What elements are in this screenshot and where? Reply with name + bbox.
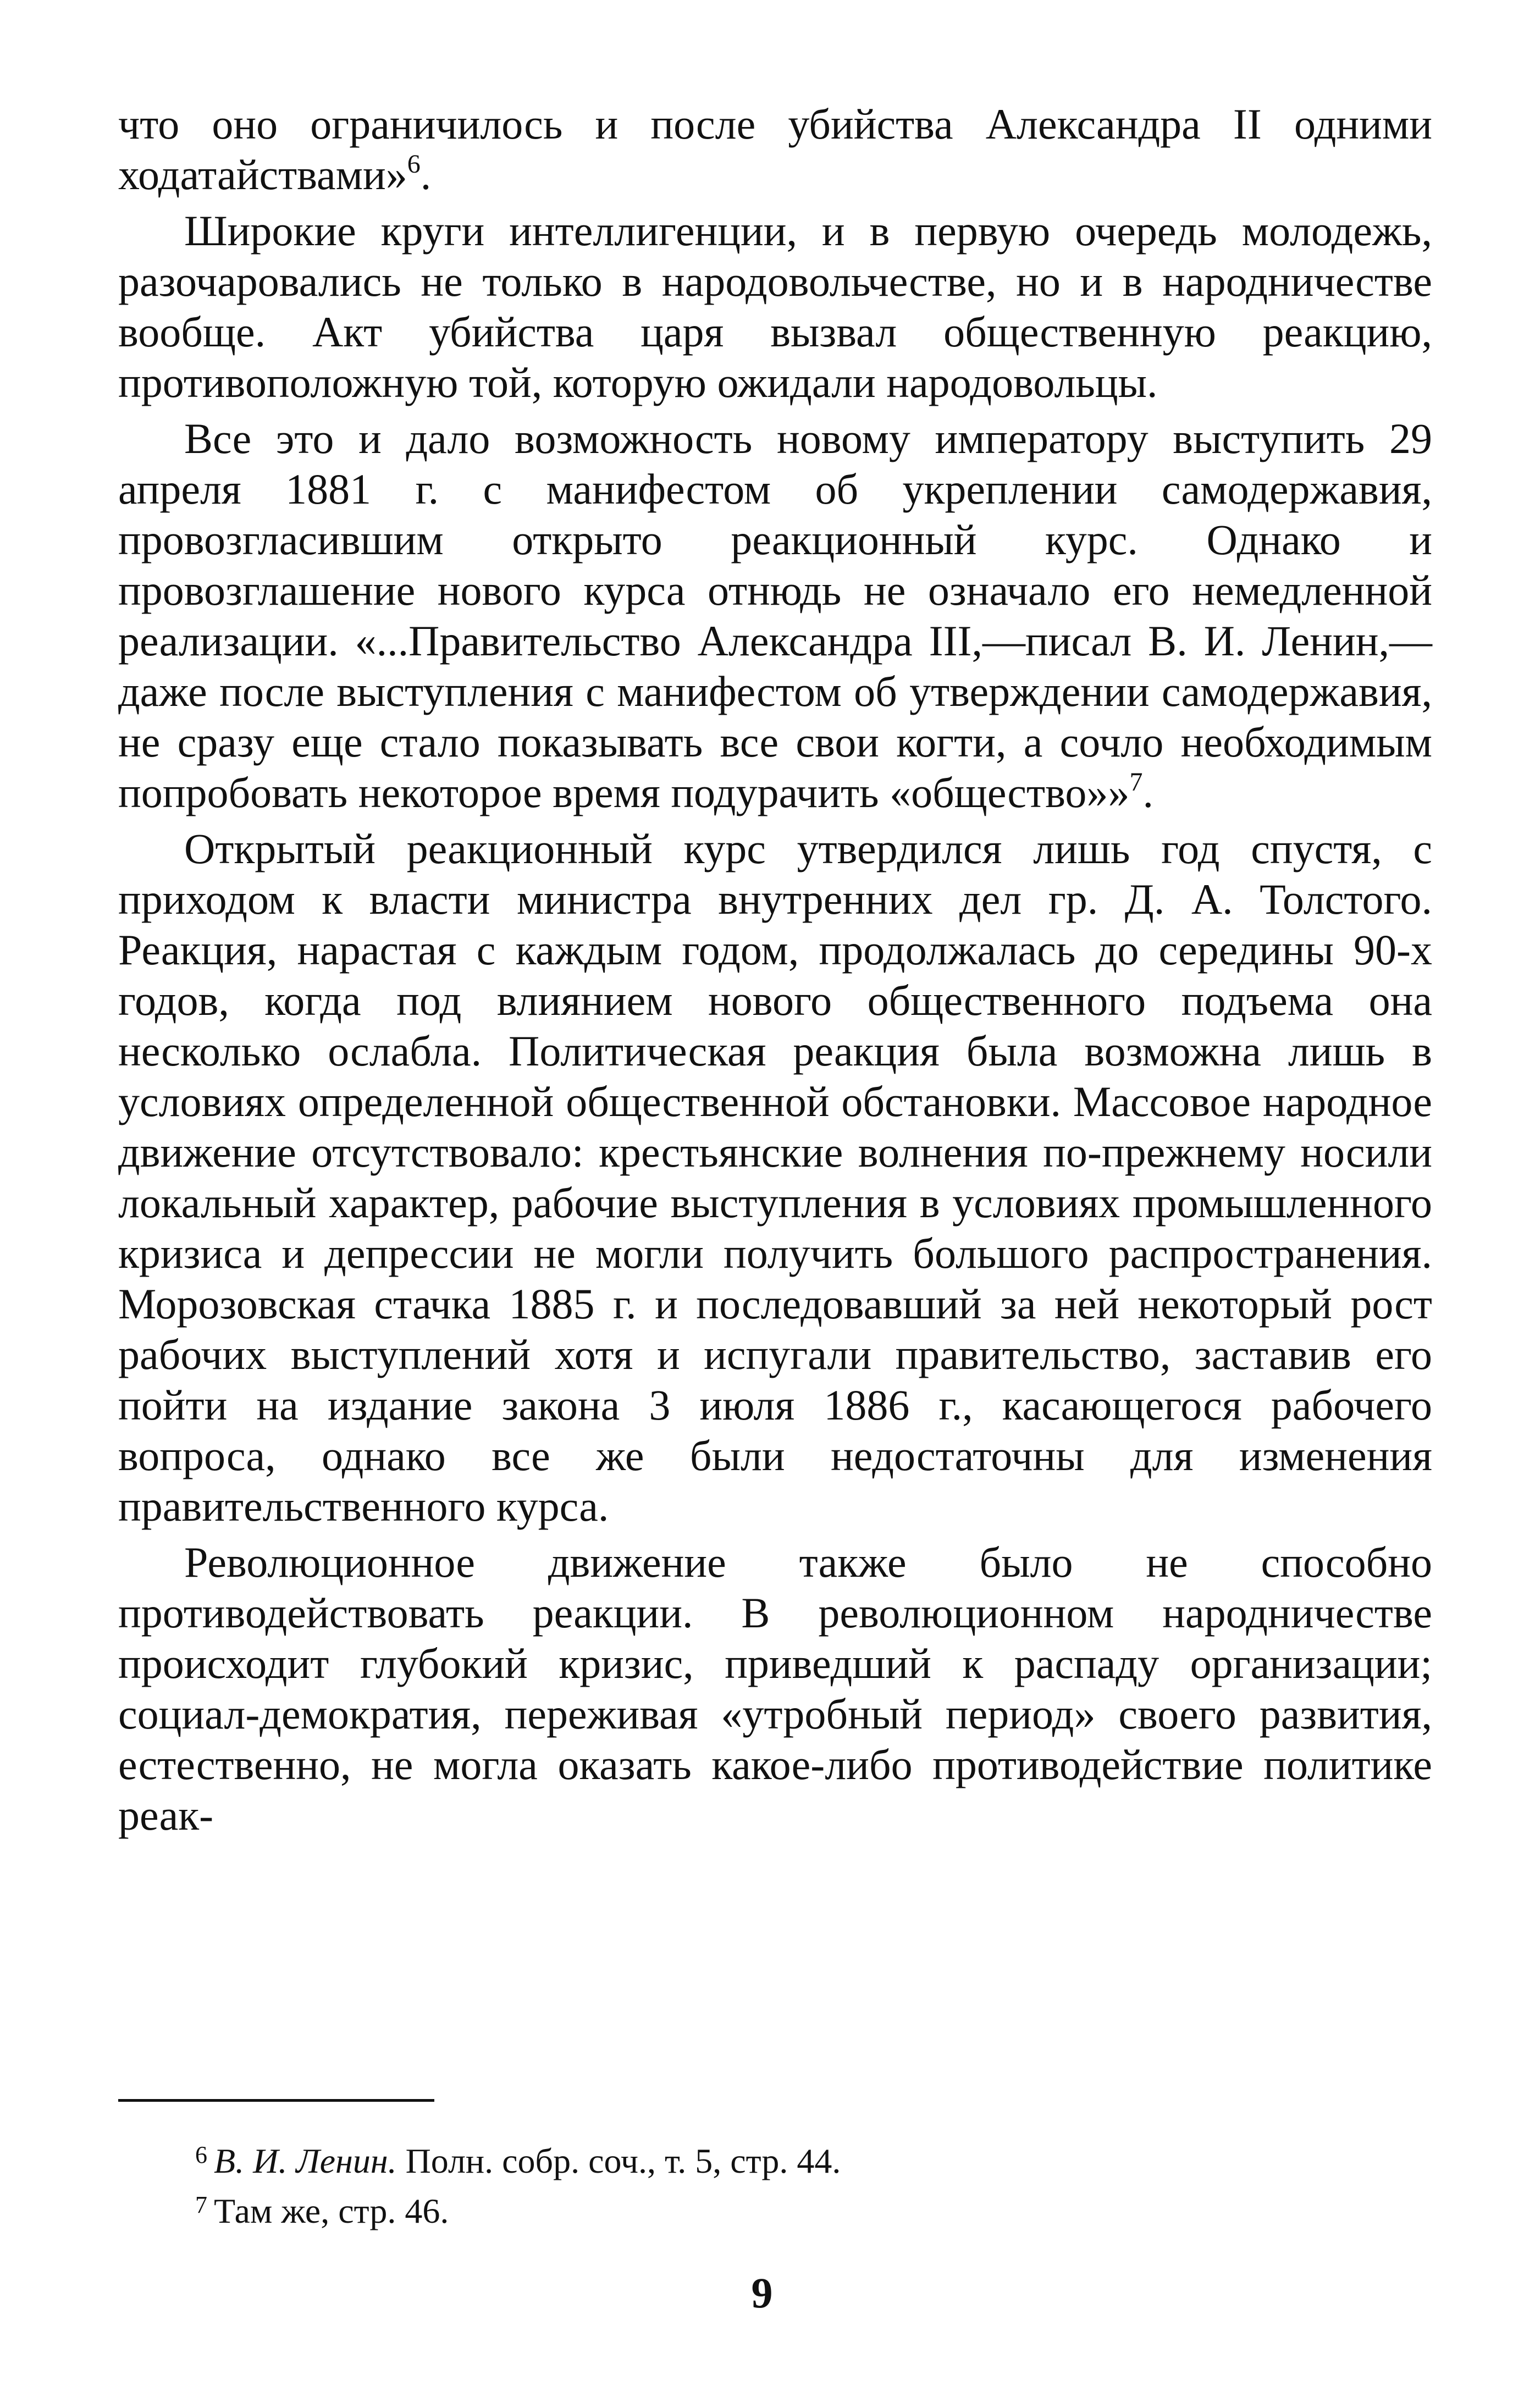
footnote-6 — [195, 2133, 1432, 2183]
footnote-7 — [195, 2183, 1432, 2233]
paragraph-3-tail: . — [1142, 769, 1153, 816]
paragraph-5-text: Революционное движение также было не способно противодействовать реакции. В революционном народничестве происходит глубокий кризис, приведший к распаду организации; социал-демократия, переживая «утробный период» своего развития, естественно, не могла оказать какое-либо противодействие политике реак- — [118, 1538, 1432, 1839]
footnotes — [195, 2133, 1432, 2233]
footnote-ref-6: 6 — [407, 150, 421, 179]
paragraph-5 — [118, 1537, 1432, 1841]
footnote-6-text: Полн. собр. соч., т. 5, стр. 44. — [396, 2141, 841, 2180]
paragraph-1-tail: . — [420, 151, 432, 198]
footnote-6-number: 6 — [195, 2141, 207, 2168]
footnote-ref-7: 7 — [1129, 767, 1143, 797]
paragraph-4-text: Открытый реакционный курс утвердился лишь год спустя, с приходом к власти министра внутренних дел гр. Д. А. Толстого. Реакция, нарастая с каждым годом, продолжалась до середины 90-х годов, когда под влиянием нового общественного подъема она несколько ослабла. Политическая реакция была возможна лишь в условиях определенной общественной обстановки. Массовое народное движение отсутствовало: крестьянские волнения по-прежнему носили локальный характер, рабочие выступления в условиях промышленного кризиса и депрессии не могли получить большого распространения. Морозовская стачка 1885 г. и последовавший за ней некоторый рост рабочих выступлений хотя и испугали правительство, заставив его пойти на издание закона 3 июля 1886 г., касающегося рабочего вопроса, однако все же были недостаточны для изменения правительственного курса. — [118, 825, 1432, 1530]
paragraph-3 — [118, 413, 1432, 818]
paragraph-1 — [118, 99, 1432, 200]
paragraph-1-text: что оно ограничилось и после убийства Александра II одними ходатайствами» — [118, 100, 1432, 198]
paragraph-3-text: Все это и дало возможность новому императору выступить 29 апреля 1881 г. с манифестом об укреплении самодержавия, провозгласившим открыто реакционный курс. Однако и провозглашение нового курса отнюдь не означало его немедленной реализации. «...Правительство Александра III,—писал В. И. Ленин,—даже после выступления с манифестом об утверждении самодержавия, не сразу еще стало показывать все свои когти, а сочло необходимым попробовать некоторое время подурачить «общество»» — [118, 415, 1432, 816]
paragraph-4 — [118, 824, 1432, 1532]
footnote-6-author: В. И. Ленин. — [214, 2141, 397, 2180]
paragraph-2-text: Широкие круги интеллигенции, и в первую очередь молодежь, разочаровались не только в народовольчестве, но и в народничестве вообще. Акт убийства царя вызвал общественную реакцию, противоположную той, которую ожидали народовольцы. — [118, 207, 1432, 406]
footnote-7-number: 7 — [195, 2191, 207, 2218]
paragraph-2 — [118, 206, 1432, 408]
page-body — [118, 99, 1432, 1841]
page-number: 9 — [751, 2269, 773, 2317]
footnote-7-text: Там же, стр. 46. — [214, 2191, 449, 2230]
footnote-divider — [118, 2099, 434, 2102]
